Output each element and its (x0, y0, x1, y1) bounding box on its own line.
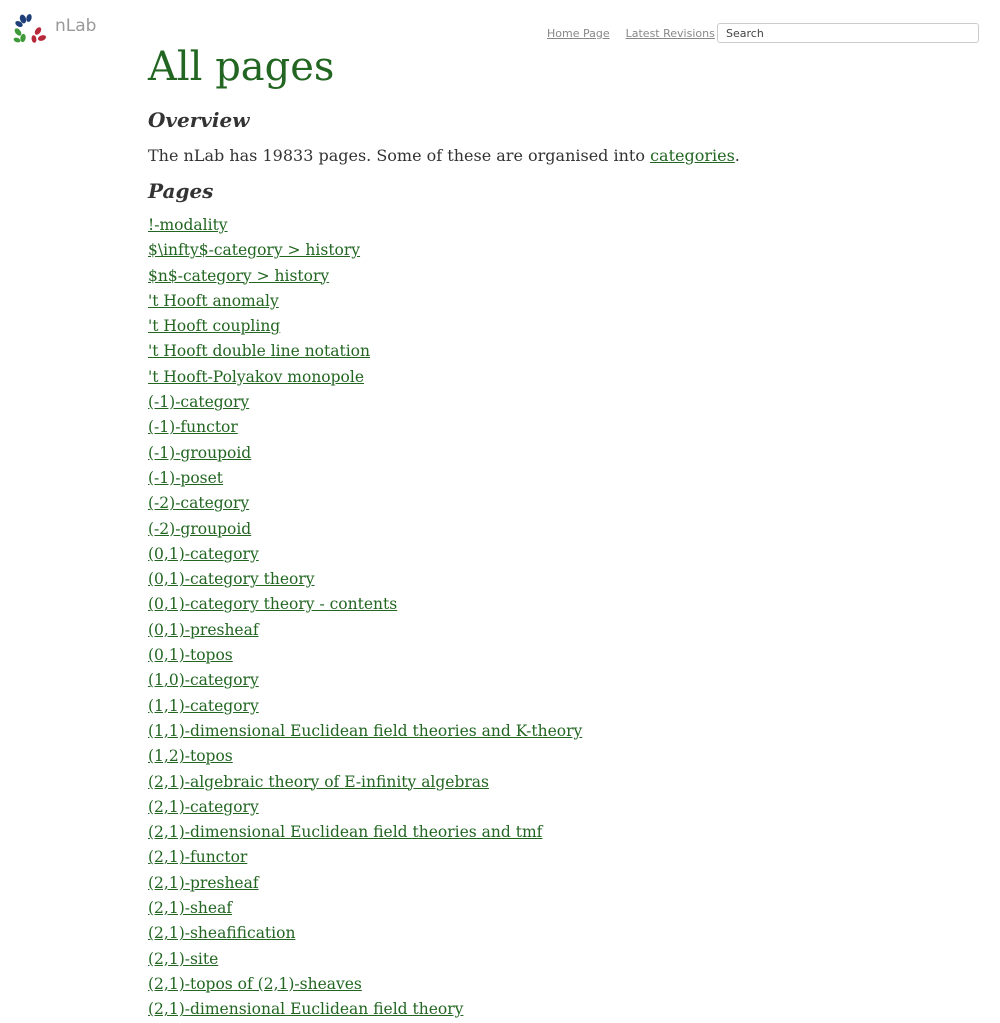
list-item (148, 339, 968, 364)
list-item (148, 491, 968, 516)
list-item (148, 845, 968, 870)
categories-link[interactable]: categories (650, 146, 735, 165)
intro-suffix: . (734, 146, 740, 165)
page-link[interactable]: 't Hooft-Polyakov monopole (148, 367, 365, 386)
list-item (148, 795, 968, 820)
page-link[interactable]: 't Hooft coupling (148, 317, 281, 336)
page-link[interactable]: 't Hooft anomaly (148, 291, 279, 310)
site-name[interactable]: nLab (55, 16, 97, 36)
list-item (148, 441, 968, 466)
list-item (148, 820, 968, 845)
list-item (148, 947, 968, 972)
page-link[interactable]: (0,1)-topos (148, 646, 233, 665)
list-item (148, 390, 968, 415)
list-item (148, 365, 968, 390)
page-link[interactable]: (2,1)-dimensional Euclidean field theories and tmf (148, 823, 543, 842)
list-item (148, 668, 968, 693)
page-link[interactable]: (0,1)-category theory (148, 570, 315, 589)
overview-heading: Overview (148, 108, 250, 132)
list-item (148, 770, 968, 795)
home-page-link[interactable]: Home Page (547, 27, 610, 40)
list-item (148, 744, 968, 769)
page-link[interactable]: (-1)-groupoid (148, 443, 252, 462)
page-link[interactable]: (2,1)-algebraic theory of E-infinity algebras (148, 772, 490, 791)
list-item (148, 592, 968, 617)
page-link[interactable]: (-1)-category (148, 393, 250, 412)
page-link[interactable]: $\infty$-category > history (148, 241, 361, 260)
list-item (148, 643, 968, 668)
list-item (148, 264, 968, 289)
page-link[interactable]: (0,1)-category theory - contents (148, 595, 398, 614)
list-item (148, 719, 968, 744)
page-link[interactable]: (2,1)-site (148, 949, 219, 968)
list-item (148, 921, 968, 946)
page-link[interactable]: 't Hooft double line notation (148, 342, 370, 361)
page-link[interactable]: !-modality (148, 216, 228, 234)
list-item (148, 289, 968, 314)
list-item (148, 997, 968, 1022)
page-link[interactable]: (-2)-category (148, 494, 250, 513)
intro-prefix: The nLab has 19833 pages. Some of these are organised into (148, 146, 651, 165)
page-link[interactable]: (2,1)-sheaf (148, 899, 233, 918)
pages-heading: Pages (148, 179, 214, 203)
list-item (148, 972, 968, 997)
page-link[interactable]: (1,1)-dimensional Euclidean field theories and K-theory (148, 721, 583, 740)
page-list (148, 213, 968, 1023)
nlab-logo-icon[interactable] (14, 14, 48, 46)
page-link[interactable]: (0,1)-category (148, 544, 259, 563)
list-item (148, 896, 968, 921)
list-item (148, 238, 968, 263)
list-item (148, 415, 968, 440)
page-link[interactable]: (2,1)-presheaf (148, 873, 259, 892)
page-link[interactable]: (-1)-functor (148, 418, 238, 437)
intro-text (148, 144, 968, 168)
list-item (148, 517, 968, 542)
page-link[interactable]: $n$-category > history (148, 266, 330, 285)
list-item (148, 694, 968, 719)
page-link[interactable]: (-1)-poset (148, 468, 224, 487)
list-item (148, 466, 968, 491)
page-link[interactable]: (0,1)-presheaf (148, 620, 259, 639)
page-title: All pages (148, 44, 335, 90)
page-link[interactable]: (-2)-groupoid (148, 519, 252, 538)
page-link[interactable]: (2,1)-category (148, 797, 259, 816)
page-link[interactable]: (2,1)-topos of (2,1)-sheaves (148, 974, 362, 993)
list-item (148, 871, 968, 896)
list-item (148, 542, 968, 567)
page-link[interactable]: (1,0)-category (148, 671, 259, 690)
page-link[interactable]: (2,1)-functor (148, 848, 248, 867)
list-item (148, 618, 968, 643)
page-link[interactable]: (1,1)-category (148, 696, 259, 715)
list-item (148, 314, 968, 339)
list-item (148, 213, 968, 238)
list-item (148, 567, 968, 592)
page-link[interactable]: (2,1)-dimensional Euclidean field theory (148, 1000, 464, 1019)
page-link[interactable]: (2,1)-sheafification (148, 924, 296, 943)
latest-revisions-link[interactable]: Latest Revisions (625, 27, 715, 40)
main-content (148, 40, 968, 1023)
top-nav (547, 27, 715, 40)
page-link[interactable]: (1,2)-topos (148, 747, 233, 766)
